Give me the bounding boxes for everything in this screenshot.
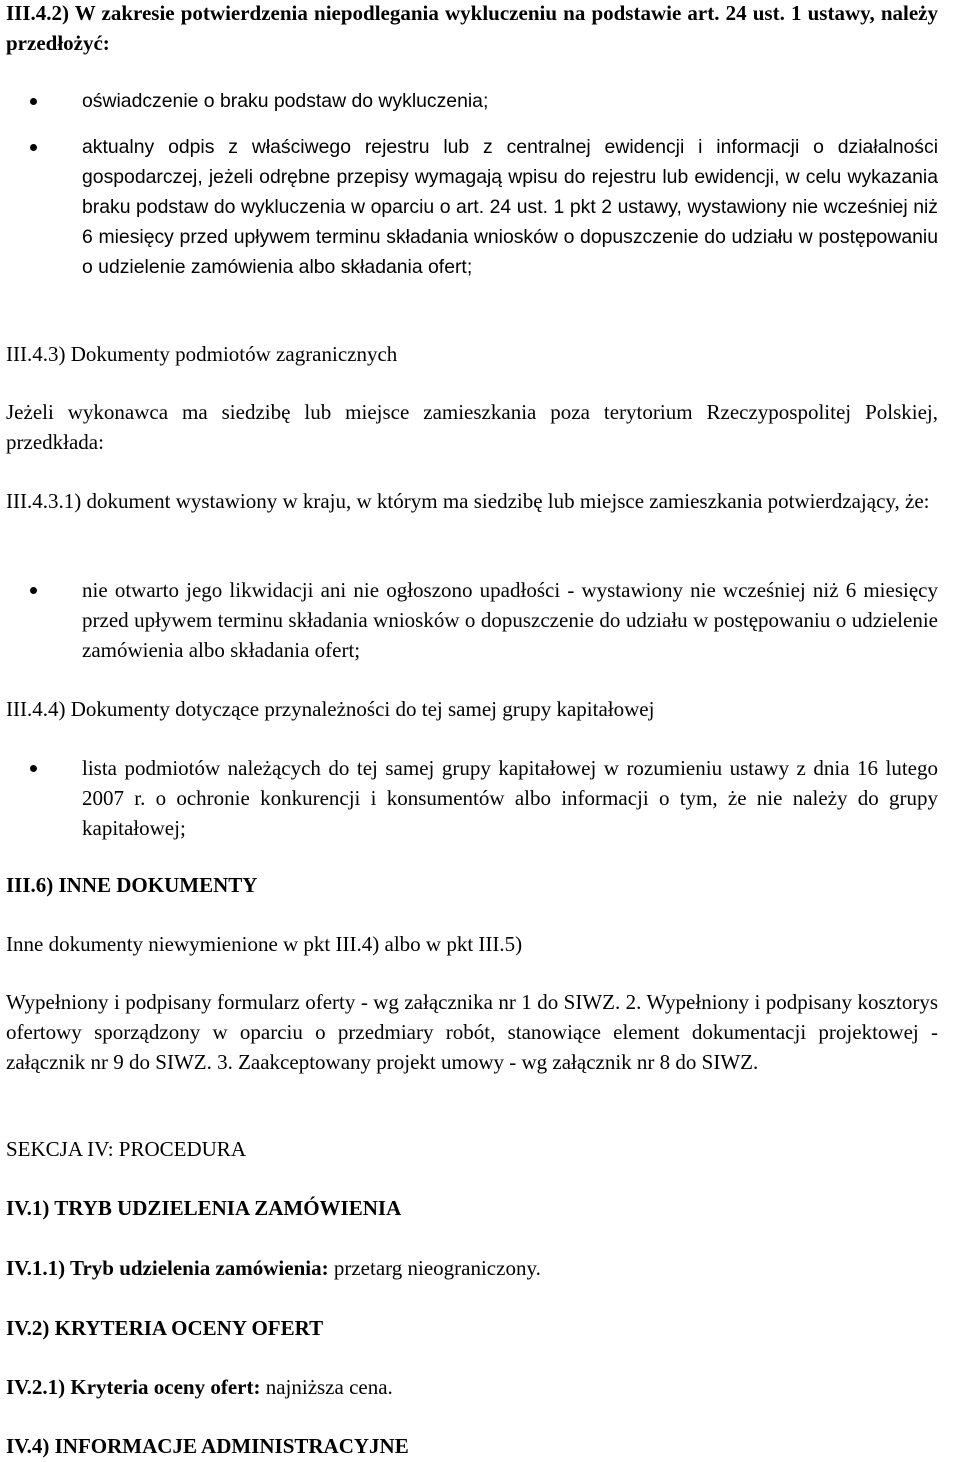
list-3-4-2 <box>6 86 938 282</box>
section-heading-3-4-4: III.4.4) Dokumenty dotyczące przynależności do tej samej grupy kapitałowej <box>6 697 655 721</box>
paragraph-3-6-intro: Inne dokumenty niewymienione w pkt III.4) albo w pkt III.5) <box>6 932 523 956</box>
list-item-text: lista podmiotów należących do tej samej grupy kapitałowej w rozumieniu ustawy z dnia 16 lutego 2007 r. o ochronie konkurencji i konsumentów albo informacji o tym, że nie należy do grupy kapitałowej; <box>82 756 938 840</box>
field-label: IV.1.1) Tryb udzielenia zamówienia: <box>6 1256 329 1280</box>
bullet-icon <box>30 587 37 594</box>
bullet-icon <box>30 765 37 772</box>
list-item <box>6 132 938 282</box>
section-heading-3-4-3: III.4.3) Dokumenty podmiotów zagranicznych <box>6 342 398 366</box>
section-heading-3-4-3-1: III.4.3.1) dokument wystawiony w kraju, w którym ma siedzibę lub miejsce zamieszkania potwierdzający, że: <box>6 489 930 513</box>
list-item-text: nie otwarto jego likwidacji ani nie ogłoszono upadłości - wystawiony nie wcześniej niż 6 miesięcy przed upływem terminu składania wniosków o dopuszczenie do udziału w postępowaniu o udzielenie zamówienia albo składania ofert; <box>82 578 938 662</box>
list-item-text: oświadczenie o braku podstaw do wykluczenia; <box>82 90 489 112</box>
section-heading-4: SEKCJA IV: PROCEDURA <box>6 1137 246 1161</box>
field-value: najniższa cena. <box>260 1375 393 1399</box>
section-heading-4-1: IV.1) TRYB UDZIELENIA ZAMÓWIENIA <box>6 1196 402 1220</box>
section-heading-4-4: IV.4) INFORMACJE ADMINISTRACYJNE <box>6 1434 409 1458</box>
list-3-4-4 <box>6 753 938 843</box>
list-item <box>6 86 938 116</box>
list-3-4-3-1 <box>6 575 938 665</box>
bullet-icon <box>30 144 37 151</box>
list-item <box>6 753 938 843</box>
paragraph-3-6-body: Wypełniony i podpisany formularz oferty - wg załącznika nr 1 do SIWZ. 2. Wypełniony i podpisany kosztorys ofertowy sporządzony w oparciu o przedmiary robót, stanowiące element dokumentacji projektowej - załącznik nr 9 do SIWZ. 3. Zaakceptowany projekt umowy - wg załącznik nr 8 do SIWZ. <box>6 990 938 1074</box>
field-4-2-1 <box>6 1372 938 1402</box>
section-heading-3-4-2: III.4.2) W zakresie potwierdzenia niepodlegania wykluczeniu na podstawie art. 24 ust. 1 ustawy, należy przedłożyć: <box>6 1 938 55</box>
field-4-1-1 <box>6 1253 938 1283</box>
section-heading-4-2: IV.2) KRYTERIA OCENY OFERT <box>6 1316 324 1340</box>
paragraph-3-4-3-intro: Jeżeli wykonawca ma siedzibę lub miejsce zamieszkania poza terytorium Rzeczypospolitej Polskiej, przedkłada: <box>6 400 938 454</box>
list-item <box>6 575 938 665</box>
field-value: przetarg nieograniczony. <box>328 1256 541 1280</box>
field-label: IV.2.1) Kryteria oceny ofert: <box>6 1375 261 1399</box>
bullet-icon <box>30 98 37 105</box>
section-heading-3-6: III.6) INNE DOKUMENTY <box>6 873 258 897</box>
list-item-text: aktualny odpis z właściwego rejestru lub z centralnej ewidencji i informacji o działalności gospodarczej, jeżeli odrębne przepisy wymagają wpisu do rejestru lub ewidencji, w celu wykazania braku podstaw do wykluczenia w oparciu o art. 24 ust. 1 pkt 2 ustawy, wystawiony nie wcześniej niż 6 miesięcy przed upływem terminu składania wniosków o dopuszczenie do udziału w postępowaniu o udzielenie zamówienia albo składania ofert; <box>82 136 938 278</box>
